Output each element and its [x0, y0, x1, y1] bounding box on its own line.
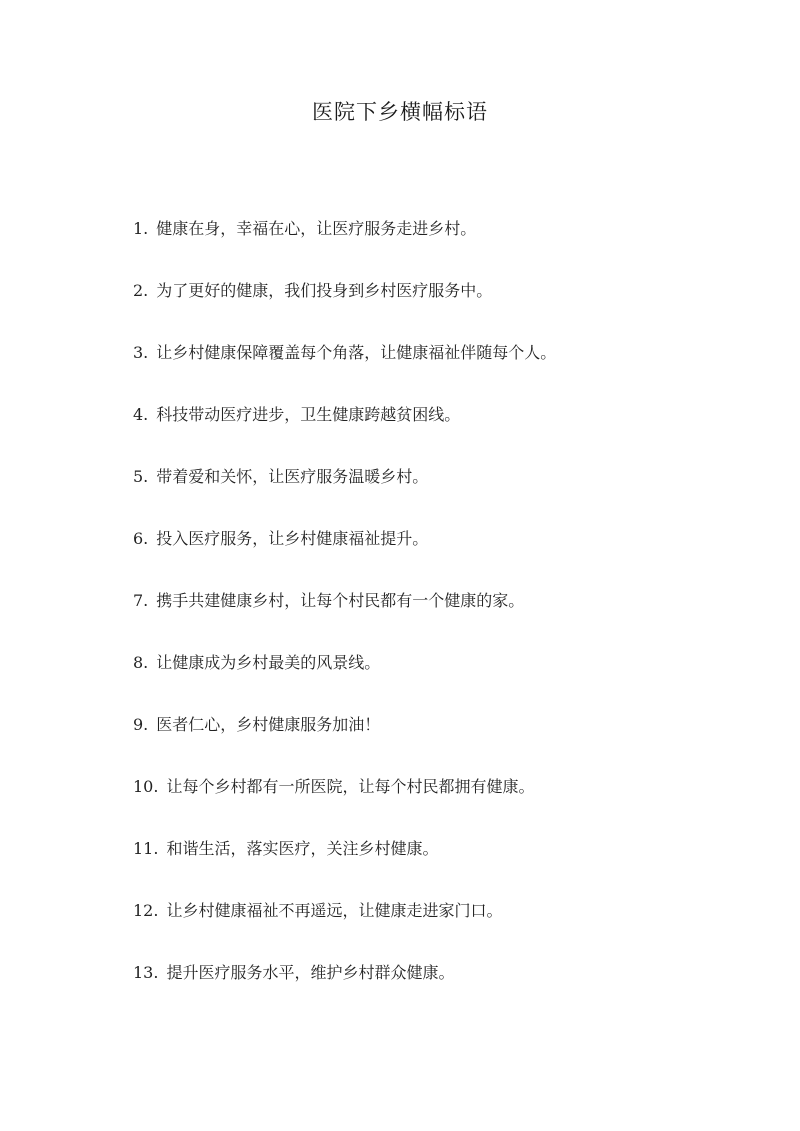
item-text: 让每个乡村都有一所医院，让每个村民都拥有健康。 — [166, 777, 535, 796]
item-text: 和谐生活，落实医疗，关注乡村健康。 — [166, 839, 439, 858]
item-text: 投入医疗服务，让乡村健康福祉提升。 — [156, 529, 429, 548]
item-text: 让健康成为乡村最美的风景线。 — [156, 653, 381, 672]
list-item — [133, 650, 753, 712]
page-title: 医院下乡横幅标语 — [312, 100, 488, 124]
list-item — [133, 898, 753, 960]
item-text: 带着爱和关怀，让医疗服务温暖乡村。 — [156, 467, 429, 486]
item-number: 9. — [133, 715, 149, 734]
list-item — [133, 464, 753, 526]
list-item — [133, 216, 753, 278]
item-number: 10. — [133, 777, 159, 796]
slogan-list — [133, 216, 753, 1022]
item-number: 1. — [133, 219, 149, 238]
list-item — [133, 712, 753, 774]
item-number: 13. — [133, 963, 159, 982]
list-item — [133, 774, 753, 836]
item-number: 6. — [133, 529, 149, 548]
item-number: 7. — [133, 591, 149, 610]
list-item — [133, 340, 753, 402]
item-text: 携手共建健康乡村，让每个村民都有一个健康的家。 — [156, 591, 525, 610]
item-text: 让乡村健康保障覆盖每个角落，让健康福祉伴随每个人。 — [156, 343, 557, 362]
item-text: 科技带动医疗进步，卫生健康跨越贫困线。 — [156, 405, 461, 424]
list-item — [133, 526, 753, 588]
list-item — [133, 278, 753, 340]
item-number: 3. — [133, 343, 149, 362]
item-number: 8. — [133, 653, 149, 672]
list-item — [133, 588, 753, 650]
item-text: 健康在身，幸福在心，让医疗服务走进乡村。 — [156, 219, 477, 238]
item-number: 5. — [133, 467, 149, 486]
list-item — [133, 402, 753, 464]
item-number: 12. — [133, 901, 159, 920]
item-number: 11. — [133, 839, 159, 858]
item-text: 让乡村健康福祉不再遥远，让健康走进家门口。 — [166, 901, 503, 920]
list-item — [133, 960, 753, 1022]
item-number: 2. — [133, 281, 149, 300]
item-text: 医者仁心，乡村健康服务加油！ — [156, 715, 381, 734]
item-number: 4. — [133, 405, 149, 424]
item-text: 为了更好的健康，我们投身到乡村医疗服务中。 — [156, 281, 493, 300]
list-item — [133, 836, 753, 898]
item-text: 提升医疗服务水平，维护乡村群众健康。 — [166, 963, 455, 982]
